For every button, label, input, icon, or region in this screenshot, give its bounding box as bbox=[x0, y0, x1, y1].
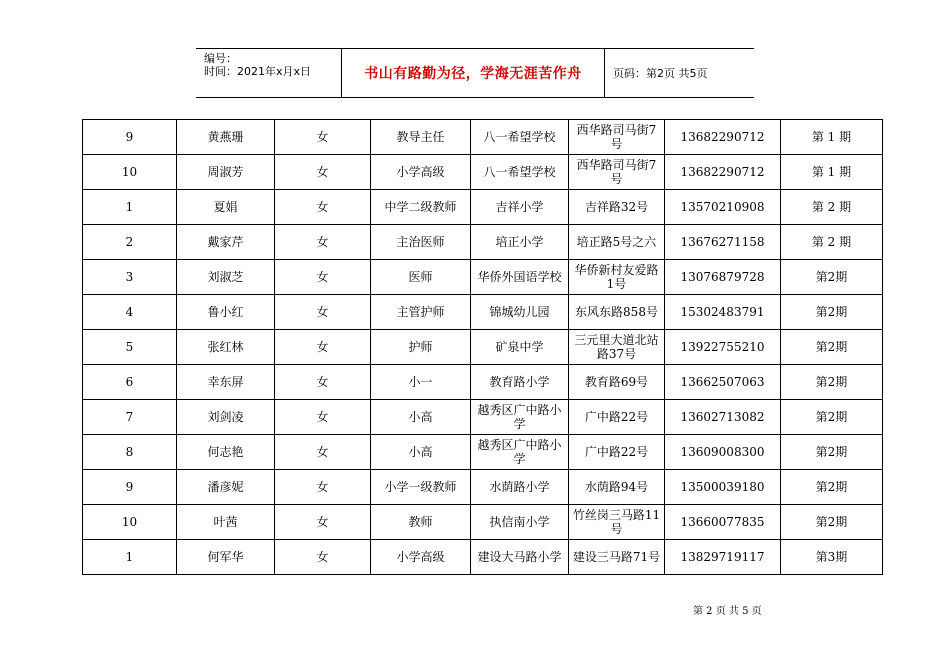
cell-address: 广中路22号 bbox=[569, 400, 665, 435]
cell-name: 夏娟 bbox=[177, 190, 275, 225]
cell-row-number: 1 bbox=[83, 540, 177, 575]
cell-name: 周淑芳 bbox=[177, 155, 275, 190]
cell-school: 执信南小学 bbox=[471, 505, 569, 540]
table-row bbox=[83, 190, 883, 225]
cell-name: 幸东屏 bbox=[177, 365, 275, 400]
header-slogan: 书山有路勤为径，学海无涯苦作舟 bbox=[341, 49, 605, 97]
cell-session: 第 2 期 bbox=[781, 225, 883, 260]
cell-phone: 13682290712 bbox=[665, 155, 781, 190]
cell-title: 小学高级 bbox=[371, 540, 471, 575]
cell-row-number: 3 bbox=[83, 260, 177, 295]
cell-title: 医师 bbox=[371, 260, 471, 295]
cell-row-number: 2 bbox=[83, 225, 177, 260]
cell-gender: 女 bbox=[275, 225, 371, 260]
cell-row-number: 1 bbox=[83, 190, 177, 225]
cell-row-number: 8 bbox=[83, 435, 177, 470]
header-meta bbox=[196, 49, 341, 97]
cell-session: 第2期 bbox=[781, 330, 883, 365]
cell-school: 八一希望学校 bbox=[471, 155, 569, 190]
cell-phone: 13662507063 bbox=[665, 365, 781, 400]
cell-school: 矿泉中学 bbox=[471, 330, 569, 365]
cell-school: 建设大马路小学 bbox=[471, 540, 569, 575]
cell-gender: 女 bbox=[275, 470, 371, 505]
cell-school: 培正小学 bbox=[471, 225, 569, 260]
cell-gender: 女 bbox=[275, 400, 371, 435]
cell-row-number: 5 bbox=[83, 330, 177, 365]
table-row bbox=[83, 330, 883, 365]
table-row bbox=[83, 400, 883, 435]
cell-name: 刘淑芝 bbox=[177, 260, 275, 295]
time-label: 时间：2021年x月x日 bbox=[204, 65, 312, 78]
table-row bbox=[83, 505, 883, 540]
cell-address: 华侨新村友爱路1号 bbox=[569, 260, 665, 295]
table-row bbox=[83, 540, 883, 575]
cell-name: 戴家芹 bbox=[177, 225, 275, 260]
cell-title: 教导主任 bbox=[371, 120, 471, 155]
cell-name: 鲁小红 bbox=[177, 295, 275, 330]
cell-session: 第2期 bbox=[781, 435, 883, 470]
cell-school: 越秀区广中路小学 bbox=[471, 435, 569, 470]
cell-title: 中学二级教师 bbox=[371, 190, 471, 225]
roster-body bbox=[83, 120, 883, 575]
cell-address: 建设三马路71号 bbox=[569, 540, 665, 575]
cell-session: 第2期 bbox=[781, 470, 883, 505]
number-label: 编号： bbox=[204, 52, 237, 65]
cell-title: 主管护师 bbox=[371, 295, 471, 330]
cell-address: 西华路司马街7号 bbox=[569, 120, 665, 155]
table-row bbox=[83, 120, 883, 155]
cell-title: 主治医师 bbox=[371, 225, 471, 260]
cell-phone: 13609008300 bbox=[665, 435, 781, 470]
table-row bbox=[83, 225, 883, 260]
cell-address: 教育路69号 bbox=[569, 365, 665, 400]
cell-gender: 女 bbox=[275, 365, 371, 400]
cell-name: 何军华 bbox=[177, 540, 275, 575]
cell-phone: 13682290712 bbox=[665, 120, 781, 155]
cell-school: 水荫路小学 bbox=[471, 470, 569, 505]
cell-school: 八一希望学校 bbox=[471, 120, 569, 155]
cell-gender: 女 bbox=[275, 120, 371, 155]
cell-school: 华侨外国语学校 bbox=[471, 260, 569, 295]
cell-session: 第2期 bbox=[781, 260, 883, 295]
cell-row-number: 6 bbox=[83, 365, 177, 400]
cell-row-number: 9 bbox=[83, 470, 177, 505]
cell-address: 水荫路94号 bbox=[569, 470, 665, 505]
cell-gender: 女 bbox=[275, 155, 371, 190]
cell-name: 叶茜 bbox=[177, 505, 275, 540]
cell-phone: 13676271158 bbox=[665, 225, 781, 260]
cell-row-number: 7 bbox=[83, 400, 177, 435]
table-row bbox=[83, 435, 883, 470]
page-header bbox=[196, 48, 754, 98]
cell-phone: 13602713082 bbox=[665, 400, 781, 435]
cell-gender: 女 bbox=[275, 260, 371, 295]
cell-title: 小一 bbox=[371, 365, 471, 400]
header-page-label: 页码：第2页 共5页 bbox=[613, 67, 708, 80]
cell-gender: 女 bbox=[275, 295, 371, 330]
cell-school: 越秀区广中路小学 bbox=[471, 400, 569, 435]
cell-gender: 女 bbox=[275, 540, 371, 575]
cell-school: 锦城幼儿园 bbox=[471, 295, 569, 330]
cell-session: 第 2 期 bbox=[781, 190, 883, 225]
cell-session: 第3期 bbox=[781, 540, 883, 575]
cell-title: 小学一级教师 bbox=[371, 470, 471, 505]
cell-row-number: 4 bbox=[83, 295, 177, 330]
cell-title: 小高 bbox=[371, 435, 471, 470]
table-row bbox=[83, 260, 883, 295]
cell-session: 第 1 期 bbox=[781, 155, 883, 190]
table-row bbox=[83, 365, 883, 400]
cell-gender: 女 bbox=[275, 435, 371, 470]
cell-gender: 女 bbox=[275, 190, 371, 225]
cell-name: 潘彦妮 bbox=[177, 470, 275, 505]
cell-address: 吉祥路32号 bbox=[569, 190, 665, 225]
cell-phone: 13829719117 bbox=[665, 540, 781, 575]
cell-school: 吉祥小学 bbox=[471, 190, 569, 225]
cell-row-number: 9 bbox=[83, 120, 177, 155]
cell-title: 护师 bbox=[371, 330, 471, 365]
cell-session: 第2期 bbox=[781, 295, 883, 330]
cell-name: 刘剑凌 bbox=[177, 400, 275, 435]
cell-gender: 女 bbox=[275, 505, 371, 540]
cell-session: 第2期 bbox=[781, 505, 883, 540]
table-row bbox=[83, 295, 883, 330]
cell-row-number: 10 bbox=[83, 155, 177, 190]
cell-session: 第2期 bbox=[781, 400, 883, 435]
cell-address: 竹丝岗三马路11号 bbox=[569, 505, 665, 540]
table-row bbox=[83, 155, 883, 190]
cell-name: 何志艳 bbox=[177, 435, 275, 470]
cell-phone: 13922755210 bbox=[665, 330, 781, 365]
cell-session: 第2期 bbox=[781, 365, 883, 400]
cell-name: 黄燕珊 bbox=[177, 120, 275, 155]
cell-phone: 15302483791 bbox=[665, 295, 781, 330]
cell-title: 小高 bbox=[371, 400, 471, 435]
cell-phone: 13500039180 bbox=[665, 470, 781, 505]
cell-address: 培正路5号之六 bbox=[569, 225, 665, 260]
roster-table bbox=[82, 119, 883, 575]
cell-address: 西华路司马街7号 bbox=[569, 155, 665, 190]
cell-gender: 女 bbox=[275, 330, 371, 365]
cell-session: 第 1 期 bbox=[781, 120, 883, 155]
table-row bbox=[83, 470, 883, 505]
cell-address: 三元里大道北站路37号 bbox=[569, 330, 665, 365]
cell-address: 广中路22号 bbox=[569, 435, 665, 470]
cell-title: 小学高级 bbox=[371, 155, 471, 190]
cell-school: 教育路小学 bbox=[471, 365, 569, 400]
cell-title: 教师 bbox=[371, 505, 471, 540]
page-footer: 第 2 页 共 5 页 bbox=[693, 606, 762, 617]
cell-phone: 13570210908 bbox=[665, 190, 781, 225]
cell-row-number: 10 bbox=[83, 505, 177, 540]
cell-phone: 13076879728 bbox=[665, 260, 781, 295]
cell-phone: 13660077835 bbox=[665, 505, 781, 540]
cell-address: 东风东路858号 bbox=[569, 295, 665, 330]
cell-name: 张红林 bbox=[177, 330, 275, 365]
